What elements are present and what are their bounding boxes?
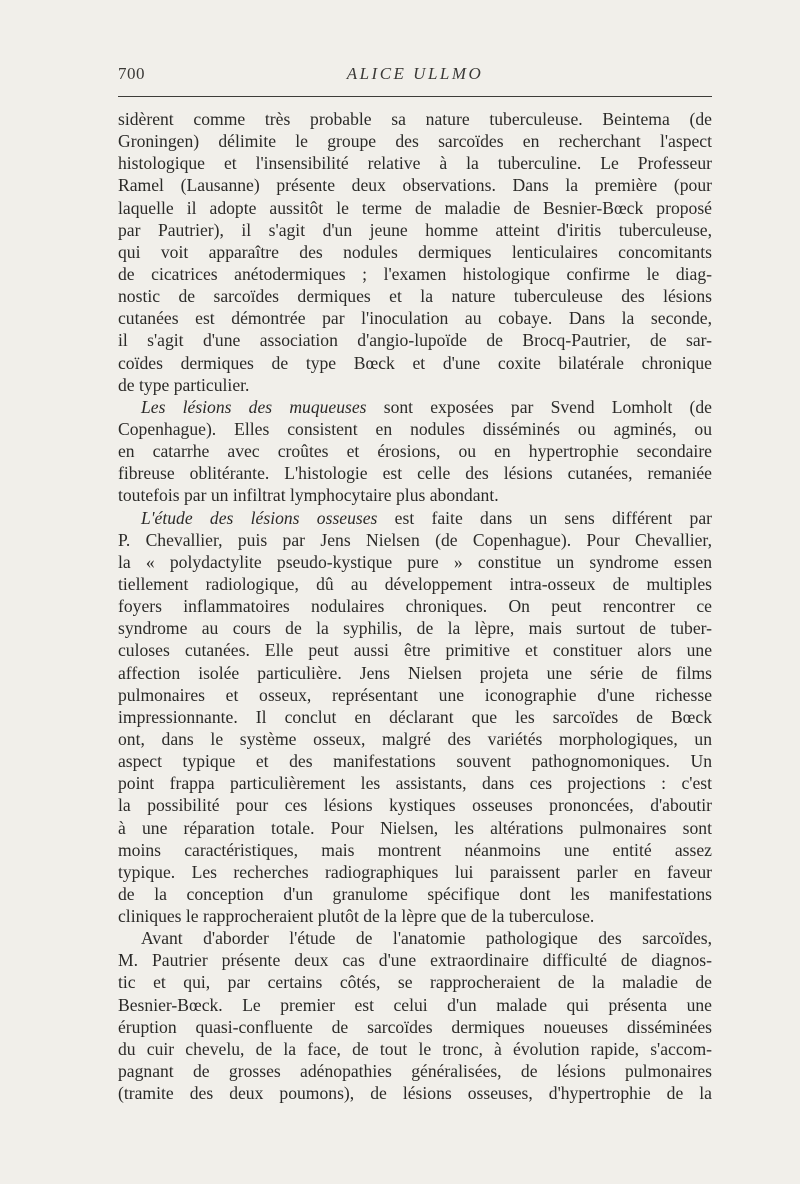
- text-line: [118, 440, 712, 462]
- line-text: impressionnante. Il conclut en déclarant que les sarcoïdes de Bœck: [118, 706, 712, 727]
- text-line: [118, 1016, 712, 1038]
- line-text: Besnier-Bœck. Le premier est celui d'un malade qui présenta une: [118, 994, 712, 1015]
- line-text: M. Pautrier présente deux cas d'une extraordinaire difficulté de diagnos-: [118, 950, 712, 971]
- text-line: [118, 639, 712, 661]
- header-rule: [118, 96, 712, 97]
- text-line: [118, 396, 712, 418]
- text-line: [118, 573, 712, 595]
- line-text: sidèrent comme très probable sa nature tuberculeuse. Beintema (de: [118, 109, 712, 129]
- line-text: Copenhague). Elles consistent en nodules disséminés ou agminés, ou: [118, 418, 712, 439]
- line-text: fibreuse oblitérante. L'histologie est celle des lésions cutanées, remaniée: [118, 463, 712, 484]
- text-line: [118, 971, 712, 993]
- line-text: toutefois par un infiltrat lymphocytaire plus abondant.: [118, 485, 499, 506]
- text-line: [118, 329, 712, 351]
- text-line: [118, 219, 712, 241]
- text-line: [118, 772, 712, 794]
- text-line: [118, 529, 712, 551]
- page-header: [118, 60, 712, 92]
- line-text: de cicatrices anétodermiques ; l'examen histologique confirme le diag-: [118, 263, 712, 284]
- line-text: pulmonaires et osseux, représentant une iconographie d'une richesse: [118, 684, 712, 705]
- line-text: de la conception d'un granulome spécifique dont les manifestations: [118, 883, 712, 904]
- text-line: [118, 1082, 712, 1104]
- text-line: [118, 285, 712, 307]
- text-line: [118, 949, 712, 971]
- line-text: qui voit apparaître des nodules dermiques lenticulaires concomitants: [118, 241, 712, 262]
- text-line: [118, 307, 712, 329]
- page-number: 700: [118, 64, 145, 83]
- line-text: il s'agit d'une association d'angio-lupoïde de Brocq-Pautrier, de sar-: [118, 330, 712, 351]
- text-line: [118, 152, 712, 174]
- text-line: [118, 617, 712, 639]
- line-text: P. Chevallier, puis par Jens Nielsen (de Copenhague). Pour Chevallier,: [118, 529, 712, 550]
- text-line: [118, 839, 712, 861]
- text-line: [118, 750, 712, 772]
- line-text: pagnant de grosses adénopathies généralisées, de lésions pulmonaires: [118, 1061, 712, 1082]
- text-line: [118, 794, 712, 816]
- line-text: sont exposées par Svend Lomholt (de: [366, 396, 712, 417]
- line-text: Groningen) délimite le groupe des sarcoïdes en recherchant l'aspect: [118, 131, 712, 152]
- line-text: ont, dans le système osseux, malgré des variétés morphologiques, un: [118, 728, 712, 749]
- text-line: [118, 197, 712, 219]
- text-line: [118, 684, 712, 706]
- text-line: [118, 662, 712, 684]
- line-text: la « polydactylite pseudo-kystique pure » constitue un syndrome essen: [118, 551, 712, 572]
- line-text: à une réparation totale. Pour Nielsen, les altérations pulmonaires sont: [118, 817, 712, 838]
- text-line: [118, 352, 712, 374]
- text-line: [118, 507, 712, 529]
- text-line: [118, 108, 712, 130]
- text-line: [118, 817, 712, 839]
- line-text: Ramel (Lausanne) présente deux observations. Dans la première (pour: [118, 175, 712, 196]
- line-text: histologique et l'insensibilité relative à la tuberculine. Le Professeur: [118, 153, 712, 174]
- line-text: de type particulier.: [118, 374, 250, 395]
- line-text: culoses cutanées. Elle peut aussi être primitive et constituer alors une: [118, 640, 712, 661]
- text-line: [118, 462, 712, 484]
- line-text: coïdes dermiques de type Bœck et d'une coxite bilatérale chronique: [118, 352, 712, 373]
- text-line: [118, 927, 712, 949]
- running-head: ALICE ULLMO: [346, 64, 484, 83]
- text-line: [118, 418, 712, 440]
- line-text: tiellement radiologique, dû au développement intra-osseux de multiples: [118, 573, 712, 594]
- text-line: [118, 263, 712, 285]
- text-line: [118, 706, 712, 728]
- text-line: [118, 1038, 712, 1060]
- line-text: cliniques le rapprocheraient plutôt de la lèpre que de la tuberculose.: [118, 906, 595, 927]
- text-line: [118, 728, 712, 750]
- line-text: par Pautrier), il s'agit d'un jeune homme atteint d'iritis tuberculeuse,: [118, 219, 712, 240]
- line-text: foyers inflammatoires nodulaires chroniques. On peut rencontrer ce: [118, 596, 712, 617]
- text-line: [118, 905, 712, 927]
- text-line: [118, 861, 712, 883]
- text-line: [118, 994, 712, 1016]
- text-line: [118, 241, 712, 263]
- text-line: [118, 595, 712, 617]
- text-line: [118, 883, 712, 905]
- line-text: du cuir chevelu, de la face, de tout le tronc, à évolution rapide, s'accom-: [118, 1038, 712, 1059]
- line-text: point frappa particulièrement les assistants, dans ces projections : c'est: [118, 773, 712, 794]
- line-text: laquelle il adopte aussitôt le terme de maladie de Besnier-Bœck proposé: [118, 197, 712, 218]
- text-line: [118, 130, 712, 152]
- line-text: éruption quasi-confluente de sarcoïdes dermiques noueuses disséminées: [118, 1016, 712, 1037]
- line-text: moins caractéristiques, mais montrent néanmoins une entité assez: [118, 839, 712, 860]
- text-line: [118, 374, 712, 396]
- line-text: Avant d'aborder l'étude de l'anatomie pathologique des sarcoïdes,: [141, 928, 712, 949]
- italic-phrase: L'étude des lésions osseuses: [141, 507, 378, 528]
- text-line: [118, 484, 712, 506]
- line-text: (tramite des deux poumons), de lésions osseuses, d'hypertrophie de la: [118, 1083, 712, 1104]
- body-text: [118, 108, 712, 1104]
- line-text: aspect typique et des manifestations souvent pathognomoniques. Un: [118, 751, 712, 772]
- text-line: [118, 551, 712, 573]
- line-text: cutanées est démontrée par l'inoculation au cobaye. Dans la seconde,: [118, 308, 712, 329]
- line-text: est faite dans un sens différent par: [377, 507, 712, 528]
- line-text: tic et qui, par certains côtés, se rapprocheraient de la maladie de: [118, 972, 712, 993]
- line-text: la possibilité pour ces lésions kystiques osseuses prononcées, d'aboutir: [118, 795, 712, 816]
- italic-phrase: Les lésions des muqueuses: [141, 396, 367, 417]
- line-text: en catarrhe avec croûtes et érosions, ou en hypertrophie secondaire: [118, 441, 712, 462]
- text-line: [118, 1060, 712, 1082]
- line-text: typique. Les recherches radiographiques lui paraissent parler en faveur: [118, 861, 712, 882]
- text-line: [118, 174, 712, 196]
- line-text: nostic de sarcoïdes dermiques et la nature tuberculeuse des lésions: [118, 286, 712, 307]
- line-text: syndrome au cours de la syphilis, de la lèpre, mais surtout de tuber-: [118, 618, 712, 639]
- line-text: affection isolée particulière. Jens Nielsen projeta une série de films: [118, 662, 712, 683]
